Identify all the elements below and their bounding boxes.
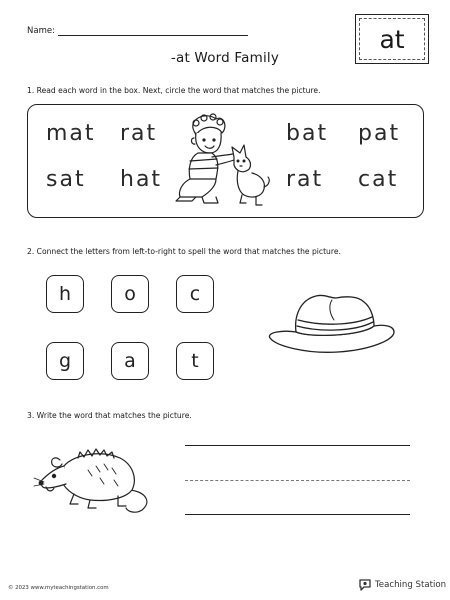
copyright: © 2023 www.myteachingstation.com: [8, 585, 109, 591]
worksheet-title: -at Word Family: [170, 50, 280, 66]
word-choice[interactable]: pat: [358, 121, 401, 146]
letter-tile[interactable]: c: [176, 275, 214, 313]
letter-tile[interactable]: h: [46, 275, 84, 313]
speech-bubble-logo-icon: [358, 578, 372, 592]
writing-line-bottom[interactable]: [185, 514, 410, 515]
instruction-3: 3. Write the word that matches the picture.: [27, 411, 192, 420]
word-choice[interactable]: bat: [286, 121, 329, 146]
word-choice[interactable]: rat: [286, 167, 324, 192]
brand-logo[interactable]: [358, 578, 446, 592]
letter-tile[interactable]: a: [111, 342, 149, 380]
name-field: [27, 26, 248, 36]
writing-line-top[interactable]: [185, 445, 410, 446]
word-choice[interactable]: cat: [358, 167, 399, 192]
boy-petting-dog-illustration: [172, 113, 272, 209]
instruction-1: 1. Read each word in the box. Next, circle the word that matches the picture.: [27, 86, 321, 95]
writing-line-middle[interactable]: [185, 480, 410, 481]
hat-illustration: [266, 290, 398, 358]
instruction-2: 2. Connect the letters from left-to-right to spell the word that matches the picture.: [27, 247, 341, 256]
word-choice[interactable]: hat: [120, 167, 163, 192]
word-choice[interactable]: sat: [46, 167, 86, 192]
word-choice[interactable]: rat: [120, 121, 158, 146]
brand-name: Teaching Station: [375, 580, 447, 590]
word-choice[interactable]: mat: [46, 121, 96, 146]
badge-text: at: [359, 18, 425, 60]
letter-tile[interactable]: t: [176, 342, 214, 380]
letter-tile[interactable]: g: [46, 342, 84, 380]
name-line[interactable]: [58, 27, 248, 36]
name-label: Name:: [27, 26, 55, 36]
rat-illustration: [34, 446, 166, 518]
letter-tile[interactable]: o: [111, 275, 149, 313]
